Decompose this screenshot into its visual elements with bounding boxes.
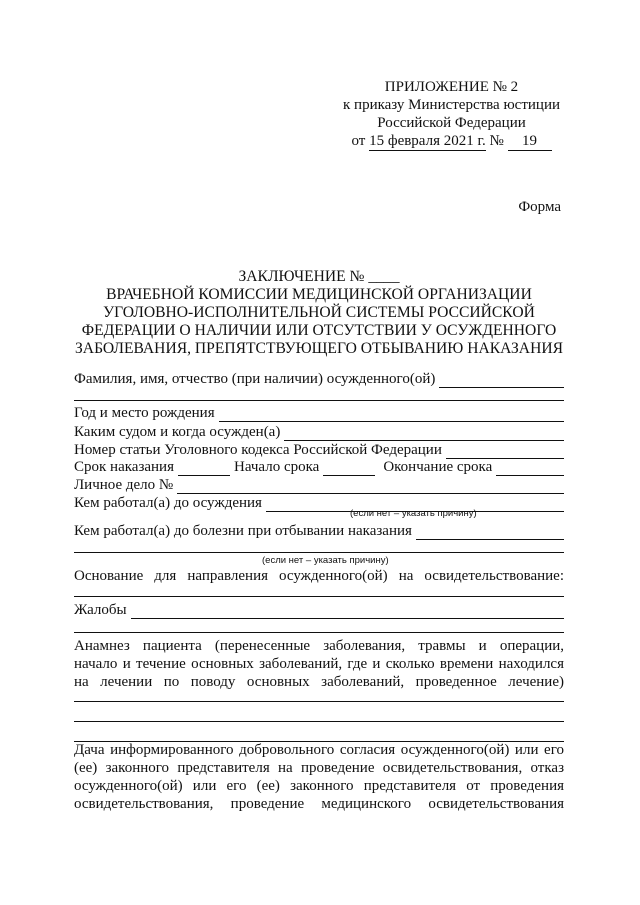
term-label: Срок наказания — [74, 459, 174, 475]
file-row — [74, 476, 564, 494]
worked-illness-row — [74, 522, 564, 540]
number-prefix: № — [489, 133, 504, 149]
appendix-header — [343, 78, 560, 151]
form-label: Форма — [518, 199, 561, 215]
consent-text — [74, 741, 564, 813]
worked-illness-field[interactable] — [416, 526, 564, 540]
worked-illness-label: Кем работал(а) до болезни при отбывании наказания — [74, 523, 412, 539]
court-row — [74, 423, 564, 441]
basis-label: Основание для направления осужденного(ой) на освидетельствование: — [74, 568, 564, 584]
anamnesis-line-3: на лечении по поводу основных заболеваний, проведенное лечение) — [74, 674, 564, 690]
consent-line-4: освидетельствования, проведение медицинского освидетельствования — [74, 796, 564, 812]
consent-line-3: осужденного(ой) или его (ее) законного представителя от проведения — [74, 778, 564, 794]
term-end-field[interactable] — [496, 462, 564, 476]
term-start-field[interactable] — [323, 462, 375, 476]
birth-field[interactable] — [219, 408, 564, 422]
birth-label: Год и место рождения — [74, 405, 215, 421]
term-field[interactable] — [178, 462, 230, 476]
title-line-2: ВРАЧЕБНОЙ КОМИССИИ МЕДИЦИНСКОЙ ОРГАНИЗАЦИИ — [106, 286, 532, 303]
anamnesis-text — [74, 637, 564, 691]
anamnesis-field-line-1[interactable] — [74, 701, 564, 702]
complaints-row — [74, 601, 564, 619]
fio-row — [74, 370, 564, 388]
file-label: Личное дело № — [74, 477, 174, 493]
title-line-1: ЗАКЛЮЧЕНИЕ № ____ — [238, 268, 400, 285]
court-label: Каким судом и когда осужден(а) — [74, 424, 281, 440]
fio-field-line-2[interactable] — [74, 400, 564, 401]
complaints-label: Жалобы — [74, 602, 127, 618]
file-field[interactable] — [177, 480, 564, 494]
complaints-field[interactable] — [131, 605, 564, 619]
title-line-3: УГОЛОВНО-ИСПОЛНИТЕЛЬНОЙ СИСТЕМЫ РОССИЙСКОЙ — [103, 304, 535, 321]
consent-line-1: Дача информированного добровольного согласия осужденного(ой) или его — [74, 742, 564, 758]
appendix-number: ПРИЛОЖЕНИЕ № 2 — [384, 79, 519, 95]
fio-label: Фамилия, имя, отчество (при наличии) осужденного(ой) — [74, 371, 436, 387]
title-line-5: ЗАБОЛЕВАНИЯ, ПРЕПЯТСТВУЮЩЕГО ОТБЫВАНИЮ НАКАЗАНИЯ — [75, 340, 563, 357]
order-date-line — [343, 132, 560, 151]
court-field[interactable] — [284, 427, 564, 441]
anamnesis-line-1: Анамнез пациента (перенесенные заболевания, травмы и операции, — [74, 638, 564, 654]
worked-before-row — [74, 494, 564, 512]
term-end-label: Окончание срока — [383, 459, 493, 475]
article-label: Номер статьи Уголовного кодекса Российской Федерации — [74, 442, 442, 458]
anamnesis-field-line-2[interactable] — [74, 721, 564, 722]
document-title — [74, 268, 564, 358]
worked-illness-field-line-2[interactable] — [74, 552, 564, 553]
federation-line: Российской Федерации — [377, 115, 526, 131]
term-start-label: Начало срока — [233, 459, 320, 475]
consent-line-2: (ее) законного представителя на проведение освидетельствования, отказ — [74, 760, 564, 776]
anamnesis-line-2: начало и течение основных заболеваний, где и сколько времени находился — [74, 656, 564, 672]
worked-before-label: Кем работал(а) до осуждения — [74, 495, 262, 511]
order-reference: к приказу Министерства юстиции — [343, 97, 560, 113]
title-line-4: ФЕДЕРАЦИИ О НАЛИЧИИ ИЛИ ОТСУТСТВИИ У ОСУЖДЕННОГО — [81, 322, 557, 339]
fio-field[interactable] — [439, 374, 564, 388]
birth-row — [74, 404, 564, 422]
term-row — [74, 458, 564, 476]
worked-before-note: (если нет – указать причину) — [350, 508, 477, 519]
order-number: 19 — [508, 132, 552, 151]
complaints-field-line-2[interactable] — [74, 632, 564, 633]
worked-illness-note: (если нет – указать причину) — [262, 555, 389, 566]
article-field[interactable] — [446, 445, 564, 459]
basis-field[interactable] — [74, 596, 564, 597]
order-date: 15 февраля 2021 г. — [369, 133, 486, 149]
date-prefix: от — [351, 133, 366, 149]
article-row — [74, 441, 564, 459]
